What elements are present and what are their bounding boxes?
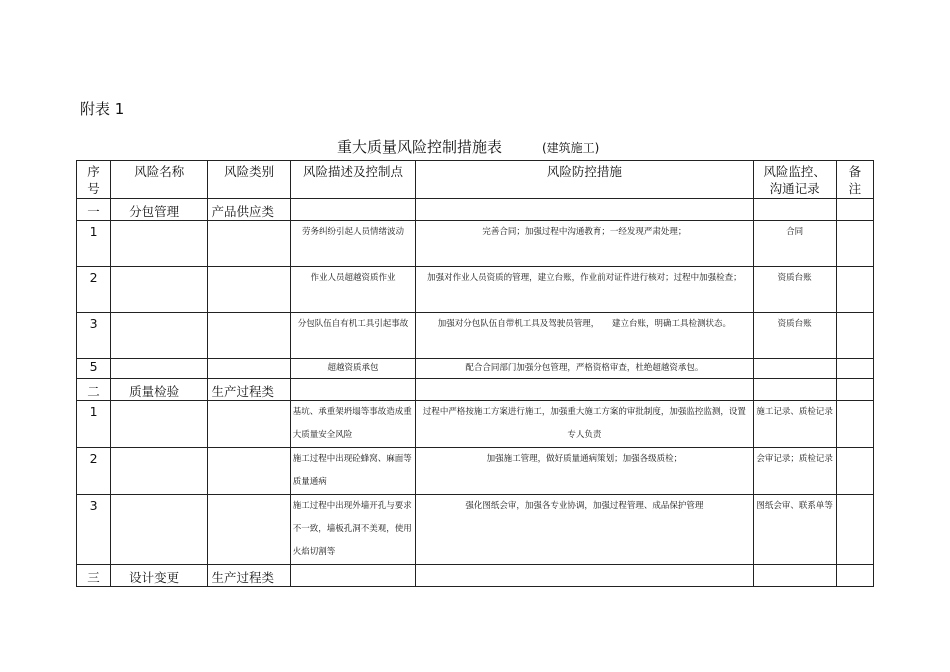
- row-measures: 过程中严格按施工方案进行施工，加强重大施工方案的审批制度，加强监控监测，设置专人负责: [416, 401, 753, 448]
- appendix-label: 附表 1: [80, 100, 125, 118]
- row-description: 基坑、承重架坍塌等事故造成重大质量安全风险: [290, 401, 415, 448]
- section-row: [77, 379, 874, 401]
- row-seq: 3: [77, 495, 111, 565]
- row-description: 超越资质承包: [290, 359, 415, 379]
- section-name: 质量检验: [111, 379, 208, 401]
- row-monitoring: 图纸会审、联系单等: [753, 495, 836, 565]
- table-row: [77, 495, 874, 565]
- row-measures: 配合合同部门加强分包管理，严格资格审查，杜绝超越资承包。: [416, 359, 753, 379]
- section-seq: 三: [77, 565, 111, 587]
- risk-control-table: [76, 160, 874, 587]
- row-monitoring: 资质台账: [753, 267, 836, 313]
- section-category: 生产过程类: [208, 565, 290, 587]
- table-row: [77, 267, 874, 313]
- section-name: 设计变更: [111, 565, 208, 587]
- row-description: 分包队伍自有机工具引起事故: [290, 313, 415, 359]
- table-row: [77, 221, 874, 267]
- row-monitoring: 合同: [753, 221, 836, 267]
- row-measures: 加强施工管理，做好质量通病策划；加强各级质检；: [416, 448, 753, 495]
- section-row: [77, 565, 874, 587]
- row-measures: 加强对作业人员资质的管理，建立台账，作业前对证件进行核对；过程中加强检查；: [416, 267, 753, 313]
- row-monitoring: 施工记录、质检记录: [753, 401, 836, 448]
- section-category: 生产过程类: [208, 379, 290, 401]
- row-measures: 强化图纸会审，加强各专业协调，加强过程管理、成品保护管理: [416, 495, 753, 565]
- row-description: 劳务纠纷引起人员情绪波动: [290, 221, 415, 267]
- row-seq: 1: [77, 401, 111, 448]
- row-monitoring: 资质台账: [753, 313, 836, 359]
- section-seq: 一: [77, 199, 111, 221]
- row-seq: 3: [77, 313, 111, 359]
- document-subtitle: (建筑施工): [542, 141, 600, 155]
- document-title: 重大质量风险控制措施表: [337, 138, 503, 156]
- header-monitoring: 风险监控、 沟通记录: [753, 161, 836, 199]
- row-description: 施工过程中出现砼蜂窝、麻面等质量通病: [290, 448, 415, 495]
- row-measures: 完善合同；加强过程中沟通教育；一经发现严肃处理；: [416, 221, 753, 267]
- row-monitoring: 会审记录；质检记录: [753, 448, 836, 495]
- header-name: 风险名称: [111, 161, 208, 199]
- table-row: [77, 313, 874, 359]
- row-seq: 5: [77, 359, 111, 379]
- table-header-row: [77, 161, 874, 199]
- row-monitoring: [753, 359, 836, 379]
- row-measures: 加强对分包队伍自带机工具及驾驶员管理， 建立台账，明确工具检测状态。: [416, 313, 753, 359]
- row-seq: 1: [77, 221, 111, 267]
- section-seq: 二: [77, 379, 111, 401]
- section-name: 分包管理: [111, 199, 208, 221]
- section-category: 产品供应类: [208, 199, 290, 221]
- row-seq: 2: [77, 267, 111, 313]
- table-row: [77, 448, 874, 495]
- header-category: 风险类别: [208, 161, 290, 199]
- header-seq: 序 号: [77, 161, 111, 199]
- header-measures: 风险防控措施: [416, 161, 753, 199]
- header-remarks: 备 注: [836, 161, 873, 199]
- section-row: [77, 199, 874, 221]
- table-row: [77, 401, 874, 448]
- row-description: 作业人员超越资质作业: [290, 267, 415, 313]
- header-description: 风险描述及控制点: [290, 161, 415, 199]
- row-description: 施工过程中出现外墙开孔与要求不一致，墙板孔洞不美观，使用火焰切割等: [290, 495, 415, 565]
- row-seq: 2: [77, 448, 111, 495]
- table-row: [77, 359, 874, 379]
